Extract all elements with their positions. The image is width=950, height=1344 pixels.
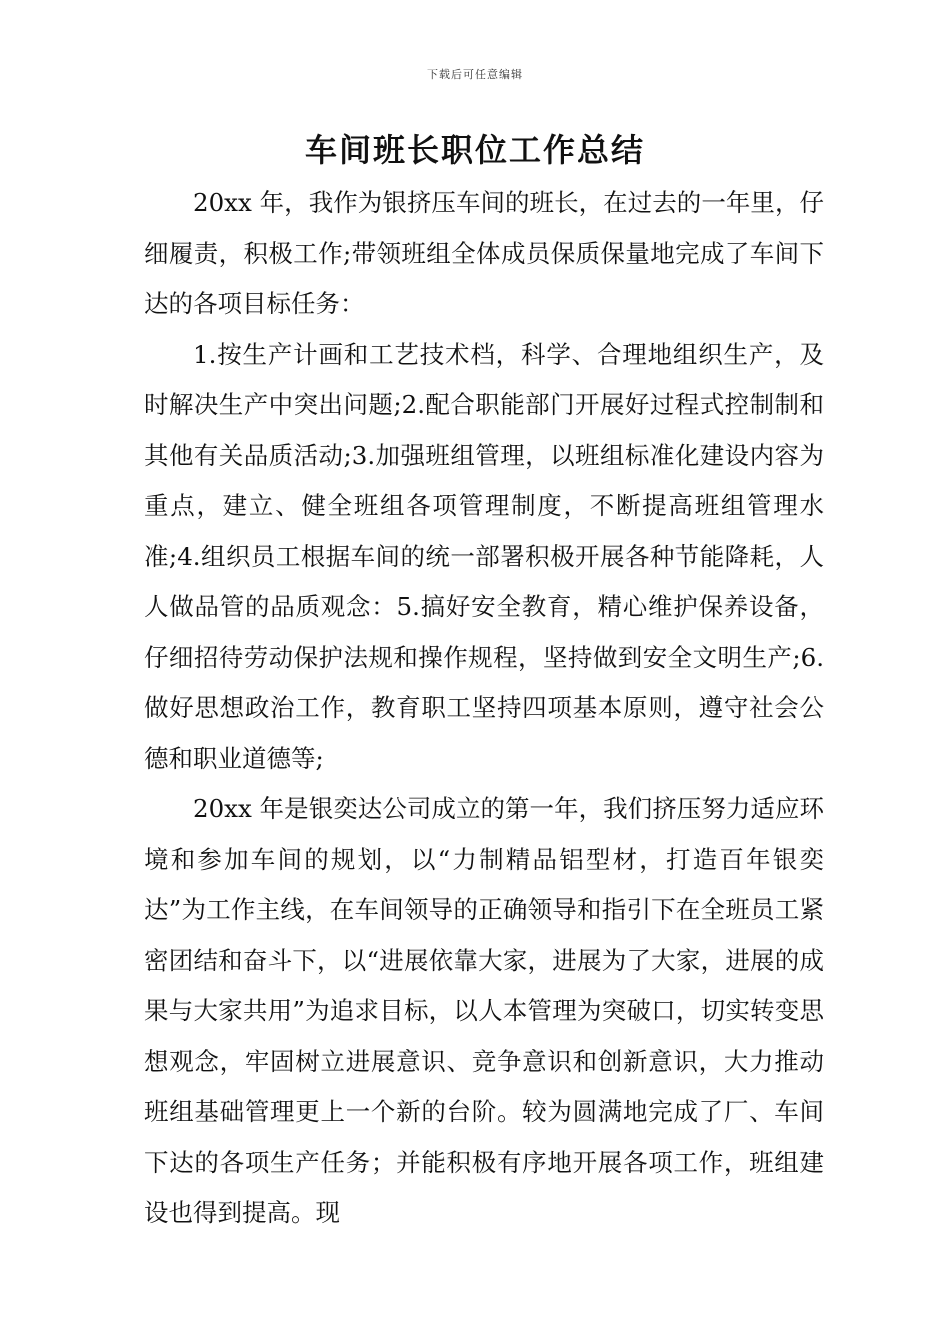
document-body <box>144 178 824 1239</box>
paragraph-summary: 20xx 年是银奕达公司成立的第一年，我们挤压努力适应环境和参加车间的规划，以“力制精品铝型材，打造百年银奕达”为工作主线，在车间领导的正确领导和指引下在全班员工紧密团结和奋斗下，以“进展依靠大家，进展为了大家，进展的成果与大家共用”为追求目标，以人本管理为突破口，切实转变思想观念，牢固树立进展意识、竞争意识和创新意识，大力推动班组基础管理更上一个新的台阶。较为圆满地完成了厂、车间下达的各项生产任务；并能积极有序地开展各项工作，班组建设也得到提高。现 <box>144 794 824 1227</box>
document-title: 车间班长职位工作总结 <box>304 131 645 169</box>
paragraph-intro: 20xx 年，我作为银挤压车间的班长，在过去的一年里，仔细履责，积极工作;带领班组全体成员保质保量地完成了车间下达的各项目标任务： <box>144 188 824 318</box>
paragraph-tasks: 1.按生产计画和工艺技术档，科学、合理地组织生产，及时解决生产中突出问题;2.配合职能部门开展好过程式控制制和其他有关品质活动;3.加强班组管理，以班组标准化建设内容为重点，建立、健全班组各项管理制度，不断提高班组管理水准;4.组织员工根据车间的统一部署积极开展各种节能降耗，人人做品管的品质观念：5.搞好安全教育，精心维护保养设备，仔细招待劳动保护法规和操作规程，坚持做到安全文明生产;6.做好思想政治工作，教育职工坚持四项基本原则，遵守社会公德和职业道德等; <box>144 339 824 773</box>
header-note: 下载后可任意编辑 <box>427 68 523 81</box>
